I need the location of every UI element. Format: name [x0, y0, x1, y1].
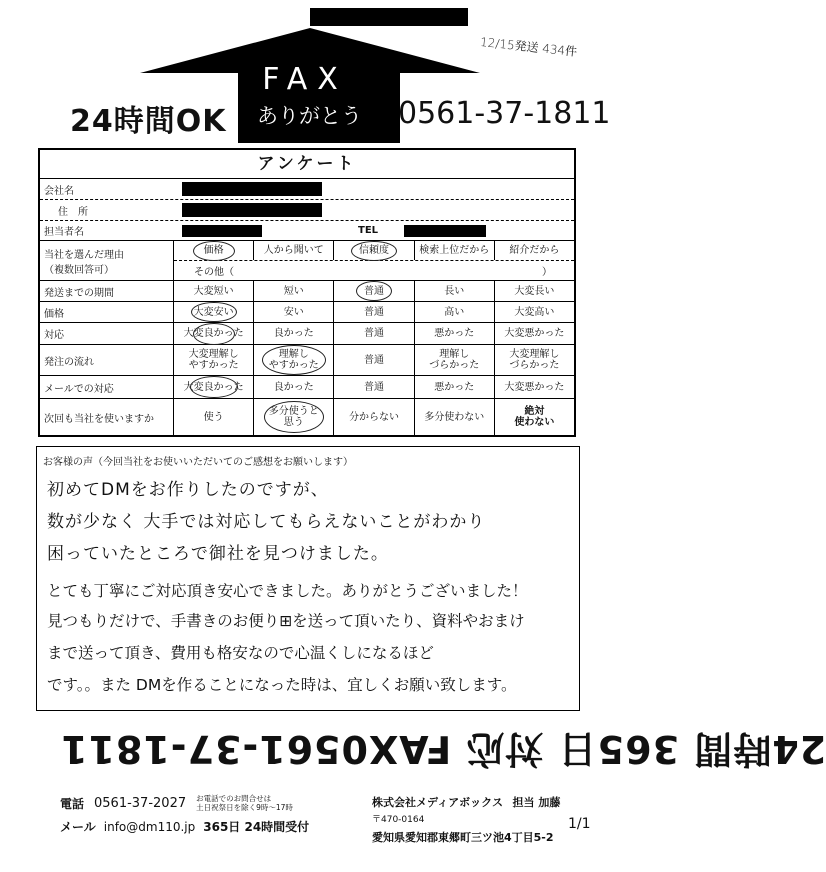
option-label: 人から聞いて	[263, 245, 324, 256]
mail-label: メール	[60, 820, 96, 834]
option-label: 普通	[364, 354, 384, 366]
phone-label: 電話	[60, 796, 85, 811]
option-label: 価格	[203, 245, 224, 256]
option-cell[interactable]	[415, 399, 495, 435]
option-cell[interactable]	[254, 376, 334, 398]
tel-label: TEL	[358, 225, 379, 236]
question-row	[40, 241, 574, 281]
option-cell[interactable]	[174, 302, 254, 322]
option-cell[interactable]	[334, 323, 414, 344]
option-label: 安い	[283, 306, 304, 318]
option-label: 大変良かった	[183, 381, 244, 393]
option-label: 大変長い	[514, 285, 555, 297]
option-cell[interactable]	[174, 281, 254, 301]
question-row	[40, 399, 574, 435]
redacted-block	[310, 8, 468, 26]
option-cell[interactable]	[254, 399, 334, 435]
question-label	[40, 241, 174, 280]
option-cell[interactable]	[334, 376, 414, 398]
option-cell[interactable]	[495, 281, 574, 301]
company-label: 会社名	[44, 185, 74, 197]
option-cell[interactable]	[174, 376, 254, 398]
fax-title: FAX	[262, 62, 348, 97]
handwritten-line: 数が少なく 大手では対応してもらえないことがわかり	[47, 512, 486, 532]
question-label: 次回も当社を使いますか	[40, 399, 174, 435]
option-label: 大変理解し やすかった	[188, 349, 239, 371]
option-cell[interactable]	[495, 241, 574, 260]
redacted-contact	[182, 225, 262, 237]
redacted-company	[182, 182, 322, 196]
fax-thanks: ありがとう	[257, 104, 362, 128]
address-label: 住 所	[58, 206, 88, 218]
handwritten-line: まで送って頂き、費用も格安なので心温くしになるほど	[47, 644, 434, 662]
option-cell[interactable]	[254, 281, 334, 301]
question-row	[40, 345, 574, 376]
option-label: 普通	[364, 328, 384, 339]
option-label: 大変短い	[193, 285, 234, 297]
other-label: その他（	[194, 267, 234, 278]
question-row	[40, 323, 574, 345]
option-label: 大変高い	[514, 306, 555, 318]
option-cell[interactable]	[254, 323, 334, 344]
option-cell[interactable]	[334, 281, 414, 301]
redacted-tel	[404, 225, 486, 237]
customer-voice-box	[36, 446, 580, 711]
survey-title: アンケート	[40, 150, 574, 179]
address-row	[40, 200, 574, 221]
option-cell[interactable]	[415, 345, 495, 375]
customer-voice-label: お客様の声（今回当社をお使いいただいてのご感想をお願いします）	[43, 457, 353, 468]
contact-label: 担当者名	[44, 227, 84, 238]
question-label: 価格	[40, 302, 174, 322]
option-cell[interactable]	[174, 345, 254, 375]
question-label: 対応	[40, 323, 174, 344]
question-row	[40, 376, 574, 399]
option-label: 普通	[364, 381, 384, 393]
handwritten-line: 初めてDMをお作りしたのですが、	[47, 480, 329, 500]
option-cell[interactable]	[174, 241, 254, 260]
question-label-text: 当社を選んだ理由	[44, 249, 124, 261]
option-cell[interactable]	[495, 399, 574, 435]
option-label: 紹介だから	[509, 245, 560, 256]
option-cell[interactable]	[415, 376, 495, 398]
circle-mark	[193, 323, 235, 345]
option-label: 普通	[364, 285, 384, 297]
footer-company	[372, 794, 560, 845]
option-label: 検索上位だから	[419, 245, 490, 256]
option-label: 悪かった	[434, 328, 475, 339]
circle-mark	[356, 281, 392, 301]
question-row	[40, 281, 574, 302]
question-row	[40, 302, 574, 323]
company-name: 株式会社メディアボックス	[372, 796, 504, 809]
option-cell[interactable]	[174, 323, 254, 344]
fax-number: 0561-37-1811	[398, 96, 611, 131]
option-cell[interactable]	[334, 302, 414, 322]
option-cell[interactable]	[334, 399, 414, 435]
option-cell[interactable]	[415, 302, 495, 322]
redacted-address	[182, 203, 322, 217]
option-label: 信頼度	[359, 245, 389, 256]
footer-contact	[60, 794, 309, 835]
option-label: 短い	[283, 285, 304, 297]
mail-address[interactable]: info@dm110.jp	[103, 819, 196, 834]
option-label: 大変理解し づらかった	[509, 349, 560, 371]
page-number: 1/1	[568, 816, 591, 832]
option-cell[interactable]	[254, 345, 334, 375]
circle-mark	[351, 241, 397, 261]
circle-mark	[264, 401, 324, 433]
circle-mark	[193, 241, 235, 261]
handwritten-line: 見つもりだけで、手書きのお便り⊞を送って頂いたり、資料やおまけ	[47, 612, 525, 630]
option-label: 多分使わない	[424, 411, 485, 423]
circle-mark	[262, 345, 326, 375]
survey-table	[38, 148, 576, 437]
handwritten-line: です。。また DMを作ることになった時は、宜しくお願い致します。	[47, 676, 517, 694]
postal-code: 〒470-0164	[372, 815, 425, 825]
phone-note: お電話でのお問合せは 土日祝祭日を除く9時〜17時	[196, 794, 293, 812]
question-label: 発送までの期間	[40, 281, 174, 301]
option-label: 悪かった	[434, 381, 475, 393]
option-cell[interactable]	[254, 241, 334, 260]
option-label: 理解し づらかった	[429, 349, 480, 371]
option-cell[interactable]	[495, 302, 574, 322]
option-label: 大変悪かった	[504, 328, 565, 339]
option-label: 大変良かった	[183, 328, 244, 339]
option-cell[interactable]	[254, 302, 334, 322]
hours-ok-text: 24時間OK	[70, 104, 227, 139]
option-label: 大変悪かった	[504, 381, 565, 393]
option-cell[interactable]	[334, 241, 414, 260]
handwritten-line: とても丁寧にご対応頂き安心できました。ありがとうございました！	[47, 582, 528, 600]
option-label: 使う	[203, 411, 224, 423]
option-label: 分からない	[349, 411, 399, 423]
option-label: 多分使うと 思う	[268, 406, 319, 428]
company-row	[40, 179, 574, 200]
person-in-charge: 担当 加藤	[512, 796, 561, 809]
option-cell[interactable]	[495, 376, 574, 398]
handwritten-line: 困っていたところで御社を見つけました。	[47, 544, 389, 564]
option-cell[interactable]	[415, 241, 495, 260]
other-close: ）	[542, 267, 552, 278]
question-label: メールでの対応	[40, 376, 174, 398]
option-label: 高い	[444, 306, 465, 318]
reversed-fax-banner: 24時間 365日 対応 FAX0561-37-1811	[60, 727, 826, 771]
handwritten-note: 12/15発送 434件	[479, 34, 578, 60]
circle-mark	[190, 376, 238, 398]
option-cell[interactable]	[415, 281, 495, 301]
option-label: 長い	[444, 285, 465, 297]
option-cell[interactable]	[415, 323, 495, 344]
option-label: 良かった	[273, 328, 314, 339]
option-label: 普通	[364, 306, 384, 318]
question-label: 発注の流れ	[40, 345, 174, 375]
company-address: 愛知県愛知郡東郷町三ツ池4丁目5-2	[372, 831, 554, 844]
option-label: 絶対 使わない	[514, 406, 555, 428]
option-cell[interactable]	[334, 345, 414, 375]
contact-row	[40, 221, 574, 241]
option-cell[interactable]	[495, 345, 574, 375]
question-sub-text: （複数回答可）	[44, 264, 114, 276]
phone-number[interactable]: 0561-37-2027	[94, 795, 187, 811]
option-label: 理解し やすかった	[268, 349, 319, 371]
option-cell[interactable]	[495, 323, 574, 344]
option-label: 大変安い	[193, 306, 234, 318]
mail-hours: 365日 24時間受付	[203, 820, 310, 834]
option-label: 良かった	[273, 381, 314, 393]
option-cell[interactable]	[174, 399, 254, 435]
circle-mark	[191, 302, 237, 322]
